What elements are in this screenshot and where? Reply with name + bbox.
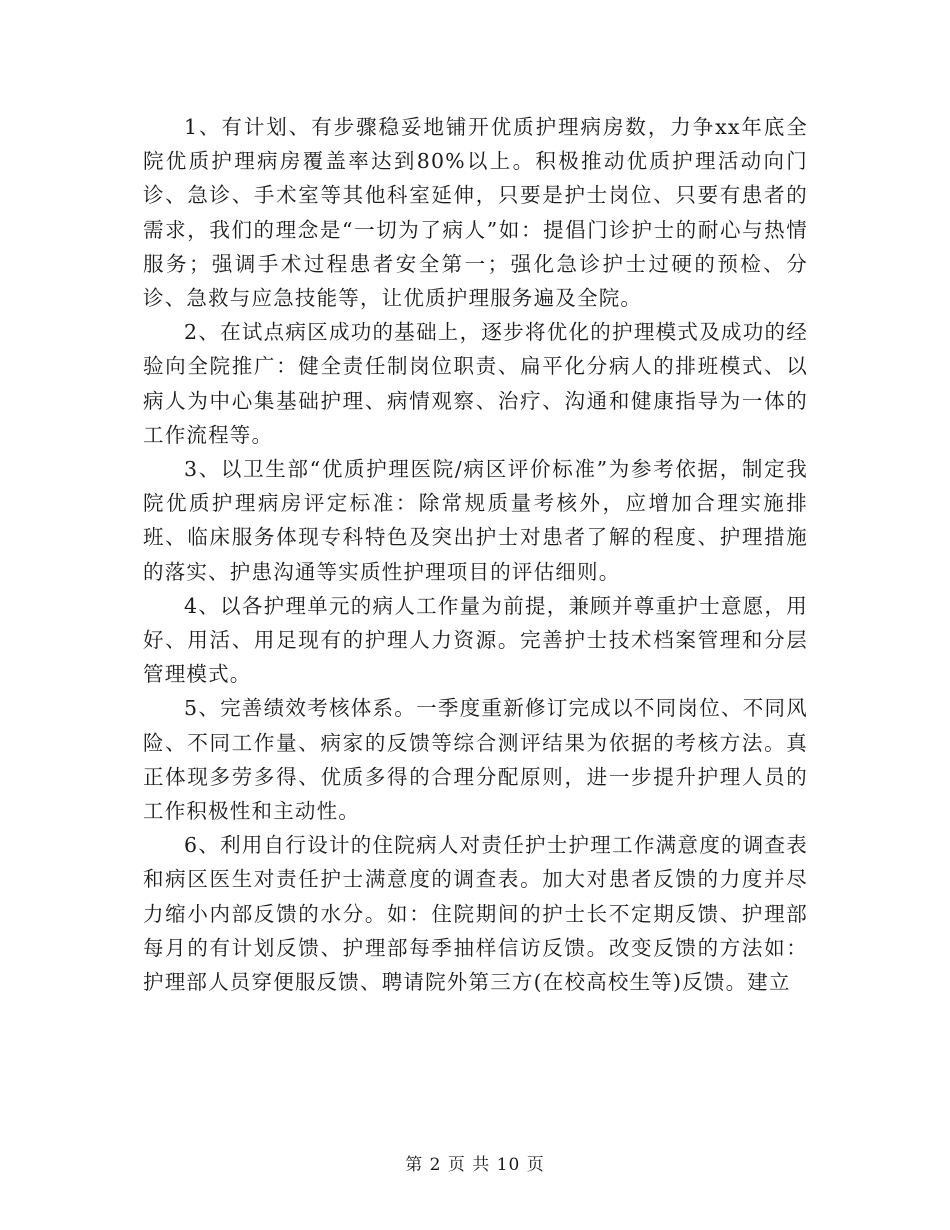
page-number-label: 第 2 页 共 10 页: [405, 1155, 545, 1175]
paragraph-2: 2、在试点病区成功的基础上，逐步将优化的护理模式及成功的经验向全院推广：健全责任制岗位职责、扁平化分病人的排班模式、以病人为中心集基础护理、病情观察、治疗、沟通和健康指导为一体的工作流程等。: [143, 320, 808, 447]
paragraph-3: 3、以卫生部“优质护理医院/病区评价标准”为参考依据，制定我院优质护理病房评定标准：除常规质量考核外，应增加合理实施排班、临床服务体现专科特色及突出护士对患者了解的程度、护理措施的落实、护患沟通等实质性护理项目的评估细则。: [143, 457, 808, 584]
paragraph-1: 1、有计划、有步骤稳妥地铺开优质护理病房数，力争xx年底全院优质护理病房覆盖率达到80%以上。积极推动优质护理活动向门诊、急诊、手术室等其他科室延伸，只要是护士岗位、只要有患者的需求，我们的理念是“一切为了病人”如：提倡门诊护士的耐心与热情服务；强调手术过程患者安全第一；强化急诊护士过硬的预检、分诊、急救与应急技能等，让优质护理服务遍及全院。: [143, 115, 808, 311]
page-footer: [0, 1154, 950, 1176]
paragraph-4: 4、以各护理单元的病人工作量为前提，兼顾并尊重护士意愿，用好、用活、用足现有的护理人力资源。完善护士技术档案管理和分层管理模式。: [143, 593, 808, 687]
paragraph-5: 5、完善绩效考核体系。一季度重新修订完成以不同岗位、不同风险、不同工作量、病家的反馈等综合测评结果为依据的考核方法。真正体现多劳多得、优质多得的合理分配原则，进一步提升护理人员的工作积极性和主动性。: [143, 696, 808, 824]
paragraph-6: 6、利用自行设计的住院病人对责任护士护理工作满意度的调查表和病区医生对责任护士满意度的调查表。加大对患者反馈的力度并尽力缩小内部反馈的水分。如：住院期间的护士长不定期反馈、护理部每月的有计划反馈、护理部每季抽样信访反馈。改变反馈的方法如：护理部人员穿便服反馈、聘请院外第三方(在校高校生等)反馈。建立: [143, 833, 808, 995]
document-body: [143, 110, 808, 999]
